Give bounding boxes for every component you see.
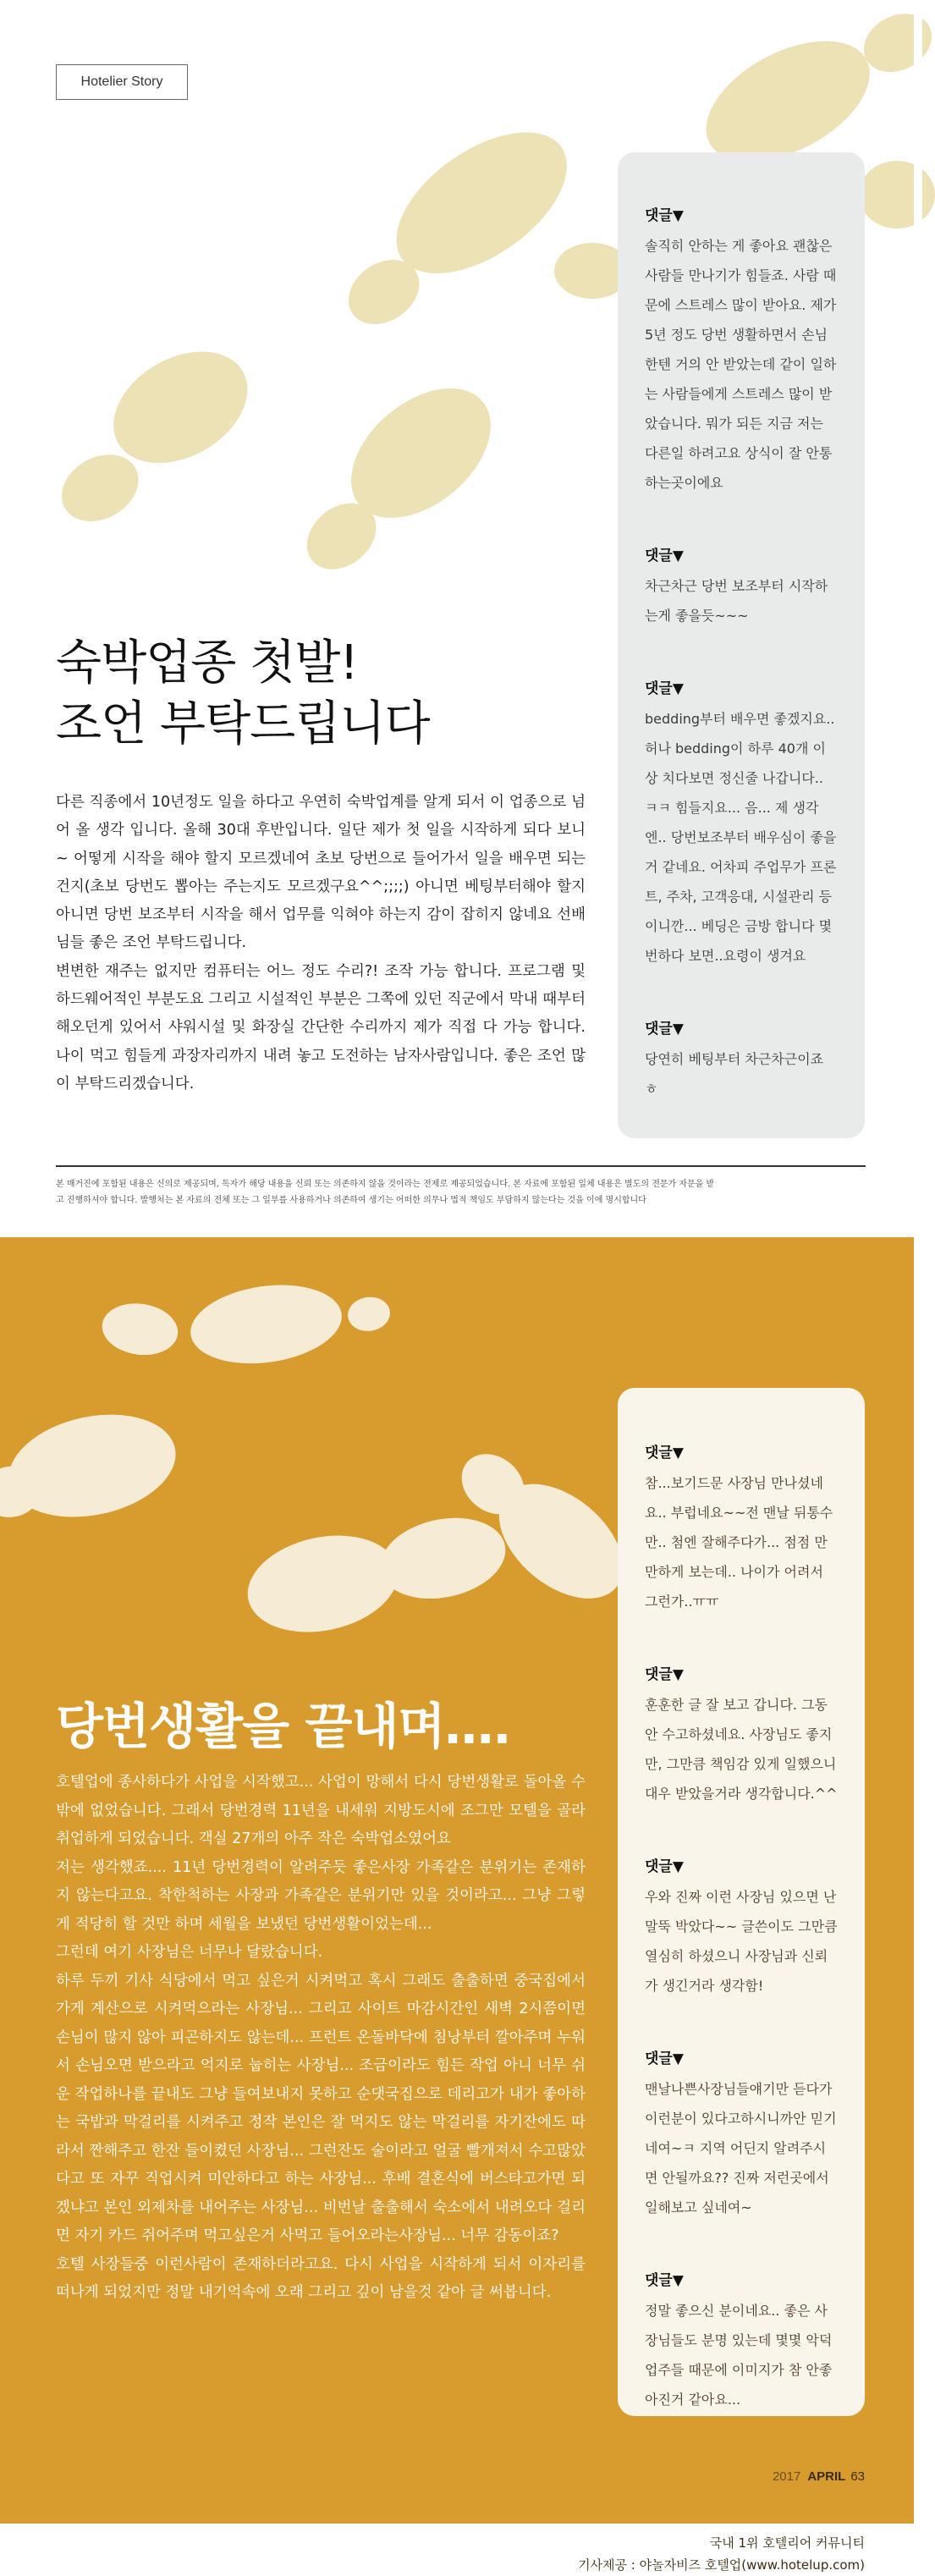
article-body: [56, 789, 586, 1098]
comment-text: 우와 진짜 이런 사장님 있으면 난 말뚝 박았다~~ 글쓴이도 그만큼 열심히 하셨으니 사장님과 신뢰가 생긴거라 생각함!: [645, 1889, 838, 1994]
comment: [645, 2268, 838, 2414]
footprint-icon: [440, 1432, 643, 1618]
comment: [645, 1854, 838, 2001]
comment-header: 댓글▼: [645, 1666, 684, 1683]
article-title: 당번생활을 끝내며….: [56, 1698, 511, 1755]
comment-text: 맨날나쁜사장님들얘기만 듣다가 이런분이 있다고하시니까안 믿기네여~ㅋ 지역 어딘지 알려주시면 안될까요?? 진짜 저런곳에서 일해보고 싶네여~: [645, 2081, 837, 2215]
comment: [645, 1440, 838, 1616]
disclaimer-line: 고 진행하셔야 합니다. 발행처는 본 자료의 전체 또는 그 일부를 사용하거나 의존하여 생기는 어떠한 의무나 법적 책임도 부담하지 않는다는 것을 이에 명시합니다: [56, 1196, 646, 1205]
title-line: 조언 부탁드립니다: [56, 696, 430, 751]
comment-text: 훈훈한 글 잘 보고 갑니다. 그동안 수고하셨네요. 사장님도 좋지만, 그만큼 책임감 있게 일했으니 대우 받았을거라 생각합니다.^^: [645, 1697, 838, 1802]
paragraph: 그런데 여기 사장님은 너무나 달랐습니다.: [56, 1944, 323, 1961]
article-title: [56, 633, 430, 755]
paragraph: 저는 생각했죠.... 11년 당번경력이 알려주듯 좋은사장 가족같은 분위기는 존재하지 않는다고요. 착한척하는 사장과 가족같은 분위기만 있을 것이라고... 그냥 그렇게 적당히 할 것만 하며 세월을 보냈던 당번생활이었는데...: [56, 1858, 586, 1933]
paragraph: 다른 직종에서 10년정도 일을 하다고 우연히 숙박업계를 알게 되서 이 업종으로 넘어 올 생각 입니다. 올해 30대 후반입니다. 일단 제가 첫 일을 시작하게 되다 보니~ 어떻게 시작을 해야 할지 모르겠네여 초보 당번으로 들어가서 일을 배우면 되는건지(초보 당번도 뽑아는 주는지도 모르겠구요^^;;;;) 아니면 베팅부터해야 할지 아니면 당번 보조부터 시작을 해서 업무를 익혀야 하는지 감이 잡히지 않네요 선배님들 좋은 조언 부탁드립니다.: [56, 794, 586, 952]
paragraph: 호텔 사장들중 이런사람이 존재하더라고요. 다시 사업을 시작하게 되서 이자리를 떠나게 되었지만 정말 내기억속에 오래 그리고 깊이 남을것 같아 글 써봅니다.: [56, 2255, 586, 2301]
comment-text: 차근차근 당번 보조부터 시작하는게 좋을듯~~~: [645, 578, 828, 624]
folio-year: 2017: [772, 2469, 801, 2484]
comment-header: 댓글▼: [645, 207, 684, 224]
comments-panel: [618, 1388, 865, 2416]
folio-month: APRIL: [807, 2469, 846, 2484]
disclaimer-line: 본 매거진에 포함된 내용은 신의로 제공되며, 독자가 해당 내용을 신뢰 또는 의존하지 않을 것이라는 전제로 제공되었습니다. 본 자료에 포함된 일체 내용은 별도의 전문가 자문을 받: [56, 1180, 715, 1189]
comment: [645, 676, 838, 971]
comment-text: 솔직히 안하는 게 좋아요 괜찮은 사람들 만나기가 힘들죠. 사람 때문에 스트레스 많이 받아요. 제가 5년 정도 당번 생활하면서 손님한텐 거의 안 받았는데 같이 일하는 사람들에게 스트레스 많이 받았습니다. 뭐가 되든 지금 저는 다른일 하려고요 상식이 잘 안통하는곳이에요: [645, 238, 837, 491]
paragraph: 하루 두끼 기사 식당에서 먹고 싶은거 시켜먹고 혹시 그래도 출출하면 중국집에서 가게 계산으로 시켜먹으라는 사장님... 그리고 사이트 마감시간인 새벽 2시쯤이면 손님이 많지 않아 피곤하지도 않는데... 프런트 온돌바닥에 침낭부터 깔아주며 누워서 손님오면 받으라고 억지로 눕히는 사장님... 조금이라도 힘든 작업 아니 너무 쉬운 작업하나를 끝내도 그냥 들여보내지 못하고 순댓국집으로 데리고가 내가 좋아하는 국밥과 막걸리를 시켜주고 정작 본인은 잘 먹지도 않는 막걸리를 자기잔에도 따라서 짠해주고 한잔 들이켰던 사장님... 그런잔도 술이라고 얼굴 빨개져서 수고많았다고 또 자꾸 직업시켜 미안하다고 하는 사장님... 후배 결혼식에 버스타고가면 되겠냐고 본인 외제차를 내어주는 사장님... 비번날 출출해서 숙소에서 내려오다 걸리면 자기 카드 쥐어주며 먹고싶은거 사먹고 들어오라는사장님... 너무 감동이죠?: [56, 1972, 586, 2244]
credit-line: 국내 1위 호텔리어 커뮤니티: [709, 2535, 865, 2551]
page-folio: [773, 2469, 865, 2484]
credit-line: 기사제공 : 야놀자비즈 호텔업(www.hotelup.com): [578, 2557, 865, 2573]
comment-text: 참...보기드문 사장님 만나셨네요.. 부럽네요~~전 맨날 뒤통수만.. 첨엔 잘해주다가... 점점 만만하게 보는데.. 나이가 어려서 그런가..ㅠㅠ: [645, 1475, 833, 1610]
comment: [645, 543, 838, 630]
comment-header: 댓글▼: [645, 2050, 684, 2067]
footprint-icon: [271, 385, 525, 571]
section-tag: Hotelier Story: [56, 64, 188, 100]
article-credit: [578, 2532, 865, 2576]
comment-header: 댓글▼: [645, 1445, 684, 1461]
comment-text: 정말 좋으신 분이네요.. 좋은 사장님들도 분명 있는데 몇몇 악덕업주들 때문에 이미지가 참 안좋아진거 같아요...: [645, 2303, 833, 2408]
comment-header: 댓글▼: [645, 2272, 684, 2289]
comment-header: 댓글▼: [645, 1021, 684, 1038]
article-body: [56, 1769, 586, 2308]
comment: [645, 2046, 838, 2222]
footprint-icon: [173, 1267, 393, 1385]
disclaimer: [56, 1176, 868, 1208]
title-line: 숙박업종 첫발!: [56, 636, 358, 691]
upper-section: [0, 0, 922, 1237]
comment-text: 당연히 베팅부터 차근차근이죠 ㅎ: [645, 1051, 824, 1097]
footprint-icon: [0, 1394, 212, 1546]
comment-header: 댓글▼: [645, 548, 684, 564]
comment: [645, 1016, 838, 1104]
page-number: 63: [850, 2469, 865, 2484]
divider: [56, 1165, 866, 1167]
comments-panel: [618, 152, 865, 1138]
footprint-icon: [30, 347, 267, 525]
comment-header: 댓글▼: [645, 1858, 684, 1875]
comment-header: 댓글▼: [645, 680, 684, 697]
page-edge: [914, 0, 922, 2524]
comment-text: bedding부터 배우면 좋겠지요.. 허나 bedding이 하루 40개 이상 치다보면 정신줄 나갑니다.. ㅋㅋ 힘들지요... 음... 제 생각엔.. 당번보조부터 배우심이 좋을거 같네요. 어차피 주업무가 프론트, 주차, 고객응대, 시설관리 등이니깐... 베딩은 금방 합니다 몇번하다 보면..요령이 생겨요: [645, 711, 837, 964]
paragraph: 호텔업에 종사하다가 사업을 시작했고... 사업이 망해서 다시 당번생활로 돌아올 수 밖에 없었습니다. 그래서 당번경력 11년을 내세워 지방도시에 조그만 모텔을 골라 취업하게 되었습니다. 객실 27개의 아주 작은 숙박업소였어요: [56, 1774, 586, 1847]
paragraph: 변변한 재주는 없지만 컴퓨터는 어느 정도 수리?! 조작 가능 합니다. 프로그램 및 하드웨어적인 부분도요 그리고 시설적인 부분은 그쪽에 있던 직군에서 막내 때부터 해오던게 있어서 샤워시설 및 화장실 간단한 수리까지 제가 직접 다 가능 합니다. 나이 먹고 힘들게 과장자리까지 내려 놓고 도전하는 남자사람입니다. 좋은 조언 많이 부탁드리겠습니다.: [56, 962, 586, 1093]
comment: [645, 1662, 838, 1808]
comment: [645, 203, 838, 498]
